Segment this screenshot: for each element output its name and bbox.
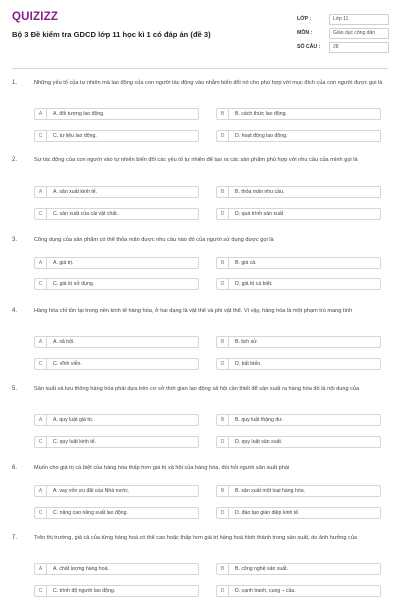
option-text: D. quy luật sản xuất. (235, 439, 283, 445)
option-letter: B (217, 486, 229, 496)
option-letter: A (35, 564, 47, 574)
option-c[interactable] (34, 130, 199, 142)
option-c[interactable] (34, 278, 199, 290)
option-c[interactable] (34, 507, 199, 519)
option-text: C. nâng cao năng suất lao động. (53, 510, 128, 516)
question-text: Những yếu tố của tự nhiên mà lao động của con người tác động vào nhằm biến đổi nó cho phù hợp với mục đích của con người được gọi là (34, 80, 383, 86)
option-a[interactable] (34, 336, 199, 348)
question-number: 2. (12, 157, 18, 163)
option-letter: D (217, 131, 229, 141)
option-letter: B (217, 109, 229, 119)
option-d[interactable] (216, 436, 381, 448)
option-d[interactable] (216, 507, 381, 519)
option-letter: C (35, 359, 47, 369)
option-a[interactable] (34, 485, 199, 497)
option-c[interactable] (34, 585, 199, 597)
option-b[interactable] (216, 186, 381, 198)
meta-row-class (297, 12, 389, 26)
option-text: D. quá trình sản xuất (235, 211, 284, 217)
option-text: C. vĩnh viễn. (53, 361, 82, 367)
option-b[interactable] (216, 414, 381, 426)
option-letter: B (217, 187, 229, 197)
question-text: Công dụng của sản phẩm có thể thỏa mãn được nhu cầu nào đó của người sử dụng được gọi là (34, 237, 274, 243)
option-c[interactable] (34, 436, 199, 448)
option-text: A. giá trị. (53, 260, 74, 266)
option-b[interactable] (216, 485, 381, 497)
option-text: C. tư liệu lao động. (53, 133, 97, 139)
option-letter: D (217, 359, 229, 369)
meta-value: Giáo dục công dân (329, 28, 389, 39)
option-letter: C (35, 437, 47, 447)
option-letter: A (35, 109, 47, 119)
meta-value: Lớp 11 (329, 14, 389, 25)
question-number: 3. (12, 237, 18, 243)
question-number: 4. (12, 308, 18, 314)
question-text: Sản xuất và lưu thông hàng hóa phải dựa trên cơ sở thời gian lao động xã hội cần thiết để sản xuất ra hàng hóa đó là nội dung của (34, 386, 360, 392)
document-header (0, 0, 400, 62)
option-letter: D (217, 209, 229, 219)
meta-label: LỚP : (297, 16, 312, 22)
option-d[interactable] (216, 208, 381, 220)
option-letter: B (217, 337, 229, 347)
option-letter: C (35, 586, 47, 596)
option-d[interactable] (216, 358, 381, 370)
option-letter: A (35, 486, 47, 496)
option-letter: A (35, 187, 47, 197)
option-a[interactable] (34, 186, 199, 198)
question-text: Trên thị trường, giá cả của từng hàng hoá có thể cao hoặc thấp hơn giá trị hàng hoá hình thành trong sản xuất, do ảnh hưởng của (34, 535, 358, 541)
meta-row-subject (297, 26, 389, 40)
option-letter: D (217, 279, 229, 289)
option-text: B. công nghệ sản xuất. (235, 566, 289, 572)
option-text: D. giá trị cá biệt. (235, 281, 273, 287)
question-text: Hàng hóa chỉ tồn tại trong nền kinh tế hàng hóa, ở hai dạng là vật thể và phi vật thể. Vì vậy, hàng hóa là một phạm trù mang tính (34, 308, 353, 314)
option-b[interactable] (216, 336, 381, 348)
option-b[interactable] (216, 108, 381, 120)
option-letter: C (35, 209, 47, 219)
option-text: B. cách thức lao động. (235, 111, 287, 117)
option-c[interactable] (34, 358, 199, 370)
option-letter: B (217, 415, 229, 425)
option-text: D. cạnh tranh, cung – cầu. (235, 588, 296, 594)
option-text: B. lịch sử. (235, 339, 259, 345)
option-text: A. xã hội. (53, 339, 75, 345)
option-text: A. vay vốn ưu đãi của Nhà nước. (53, 488, 130, 494)
meta-label: MÔN : (297, 30, 313, 36)
option-letter: A (35, 415, 47, 425)
option-text: B. quy luật thặng dư. (235, 417, 284, 423)
question-text: Muốn cho giá trị cá biệt của hàng hóa thấp hơn giá trị xã hội của hàng hóa, đòi hỏi người sản xuất phải (34, 465, 290, 471)
question-number: 7. (12, 535, 18, 541)
option-letter: D (217, 508, 229, 518)
option-c[interactable] (34, 208, 199, 220)
option-text: B. giá cả. (235, 260, 257, 266)
document-title: Bộ 3 Đề kiểm tra GDCD lớp 11 học kì 1 có đáp án (đề 3) (12, 30, 211, 39)
option-letter: A (35, 337, 47, 347)
question-text: Sự tác động của con người vào tự nhiên biến đổi các yếu tố tự nhiên để tạo ra các sản phẩm phù hợp với nhu cầu của mình gọi là (34, 157, 358, 163)
header-divider (12, 68, 388, 69)
option-d[interactable] (216, 130, 381, 142)
option-letter: C (35, 131, 47, 141)
option-a[interactable] (34, 108, 199, 120)
question-number: 5. (12, 386, 18, 392)
option-letter: C (35, 279, 47, 289)
option-text: D. đào tạo gián điệp kinh tế. (235, 510, 300, 516)
question-number: 1. (12, 80, 18, 86)
option-text: A. sản xuất kinh tế. (53, 189, 98, 195)
meta-value: 28 (329, 42, 389, 53)
quizizz-logo: QUIZIZZ (12, 11, 59, 23)
option-text: D. bất biến. (235, 361, 262, 367)
option-text: C. quy luật kinh tế. (53, 439, 96, 445)
option-b[interactable] (216, 257, 381, 269)
meta-label: SỐ CÂU : (297, 44, 321, 50)
option-letter: D (217, 437, 229, 447)
option-letter: D (217, 586, 229, 596)
option-text: B. sản xuất một loại hàng hóa. (235, 488, 306, 494)
option-letter: A (35, 258, 47, 268)
option-text: A. đối tượng lao động. (53, 111, 105, 117)
option-text: C. trình độ người lao động. (53, 588, 116, 594)
option-a[interactable] (34, 414, 199, 426)
option-letter: B (217, 564, 229, 574)
option-text: D. hoạt động lao động. (235, 133, 288, 139)
option-a[interactable] (34, 257, 199, 269)
option-letter: B (217, 258, 229, 268)
option-letter: C (35, 508, 47, 518)
option-text: C. sản xuất của cải vật chất. (53, 211, 119, 217)
question-number: 6. (12, 465, 18, 471)
meta-info (297, 12, 389, 54)
option-d[interactable] (216, 585, 381, 597)
option-text: C. giá trị sử dụng. (53, 281, 95, 287)
option-b[interactable] (216, 563, 381, 575)
option-text: B. thỏa mãn nhu cầu. (235, 189, 285, 195)
option-text: A. chất lượng hàng hoá. (53, 566, 109, 572)
option-text: A. quy luật giá trị. (53, 417, 94, 423)
option-a[interactable] (34, 563, 199, 575)
option-d[interactable] (216, 278, 381, 290)
meta-row-count (297, 40, 389, 54)
